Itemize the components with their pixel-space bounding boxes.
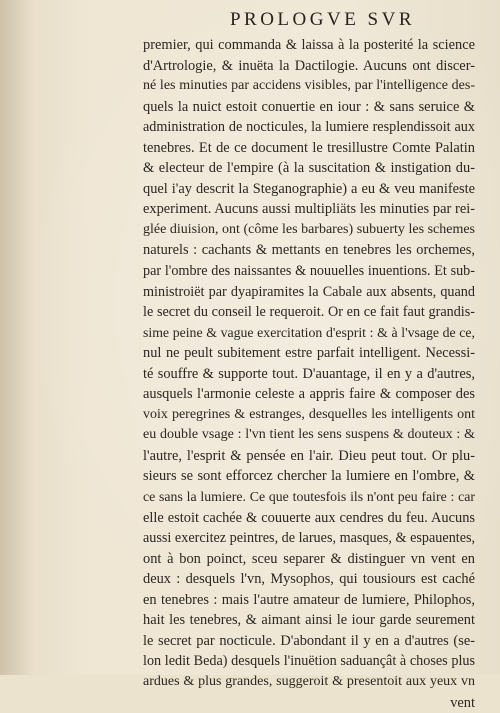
text-line: aussi exercitez peintres, de larues, masques, & espauentes, [143, 528, 475, 549]
running-head: PROLOGVE SVR [200, 9, 445, 31]
text-line: quel i'ay descrit la Steganographie) a eu & veu manifeste [143, 179, 475, 200]
text-line: eu double vsage : l'vn tient les sens suspens & douteux : & [143, 425, 475, 446]
body-text [143, 35, 475, 713]
text-line: ont à bon poinct, sceu separer & distinguer vn vent en [143, 549, 475, 570]
text-line: experiment. Aucuns aussi multipliäts les minuties par rei- [143, 199, 475, 220]
text-line: nul ne peult subitement estre parfait intelligent. Necessi- [143, 343, 475, 364]
text-line: par l'ombre des naissantes & nouuelles inuentions. Et sub- [143, 261, 475, 282]
text-line: l'autre, l'esprit & pensée en l'air. Dieu peut tout. Or plu- [143, 446, 475, 467]
text-line: glée diuision, ont (côme les barbares) subuerty les schemes [143, 220, 475, 241]
gutter-shadow [0, 0, 34, 675]
text-line: deux : desquels l'vn, Mysophos, qui tousiours est caché [143, 569, 475, 590]
text-line: naturels : cachants & mettants en tenebres les orchemes, [143, 240, 475, 261]
text-line: tenebres. Et de ce document le tresillustre Comte Palatin [143, 138, 475, 159]
text-line: ausquels l'armonie celeste a appris faire & composer des [143, 384, 475, 405]
text-line: ardues & plus grandes, suggeroit & presentoit aux yeux vn [143, 672, 475, 693]
text-line: ce sans la lumiere. Ce que toutesfois ils n'ont peu faire : car [143, 487, 475, 508]
text-line: elle estoit cachée & couuerte aux cendres du feu. Aucuns [143, 508, 475, 529]
catchword: vent [143, 693, 475, 713]
text-line: té souffre & supporte tout. D'auantage, il en y a d'autres, [143, 364, 475, 385]
text-line: administration de nocticules, la lumiere resplendissoit aux [143, 117, 475, 138]
text-line: d'Artrologie, & inuëta la Dactilogie. Aucuns ont discer- [143, 56, 475, 77]
text-line: le secret par nocticule. D'abondant il y en a d'autres (se- [143, 631, 475, 652]
text-line: sieurs se sont efforcez chercher la lumiere en l'ombre, & [143, 466, 475, 487]
text-line: voix peregrines & estranges, desquelles les intelligents ont [143, 405, 475, 426]
text-line: quels la nuict estoit conuertie en iour : & sans seruice & [143, 97, 475, 118]
text-line: né les minuties par accidens visibles, par l'intelligence des- [143, 76, 475, 97]
text-line: le secret du conseil le requeroit. Or en ce fait faut grandis- [143, 302, 475, 323]
text-line: en tenebres : mais l'autre amateur de lumiere, Philophos, [143, 590, 475, 611]
text-line: hait les tenebres, & aimant ainsi le iour garde seurement [143, 610, 475, 631]
text-line: sime peine & vague exercitation d'esprit : & à l'vsage de ce, [143, 323, 475, 344]
text-line: premier, qui commanda & laissa à la posterité la science [143, 35, 475, 56]
text-line: & electeur de l'empire (à la suscitation & instigation du- [143, 158, 475, 179]
text-line: ministroiët par dyapiramites la Cabale aux absents, quand [143, 282, 475, 303]
text-line: lon ledit Beda) desquels l'inuëtion saduançât à choses plus [143, 651, 475, 672]
